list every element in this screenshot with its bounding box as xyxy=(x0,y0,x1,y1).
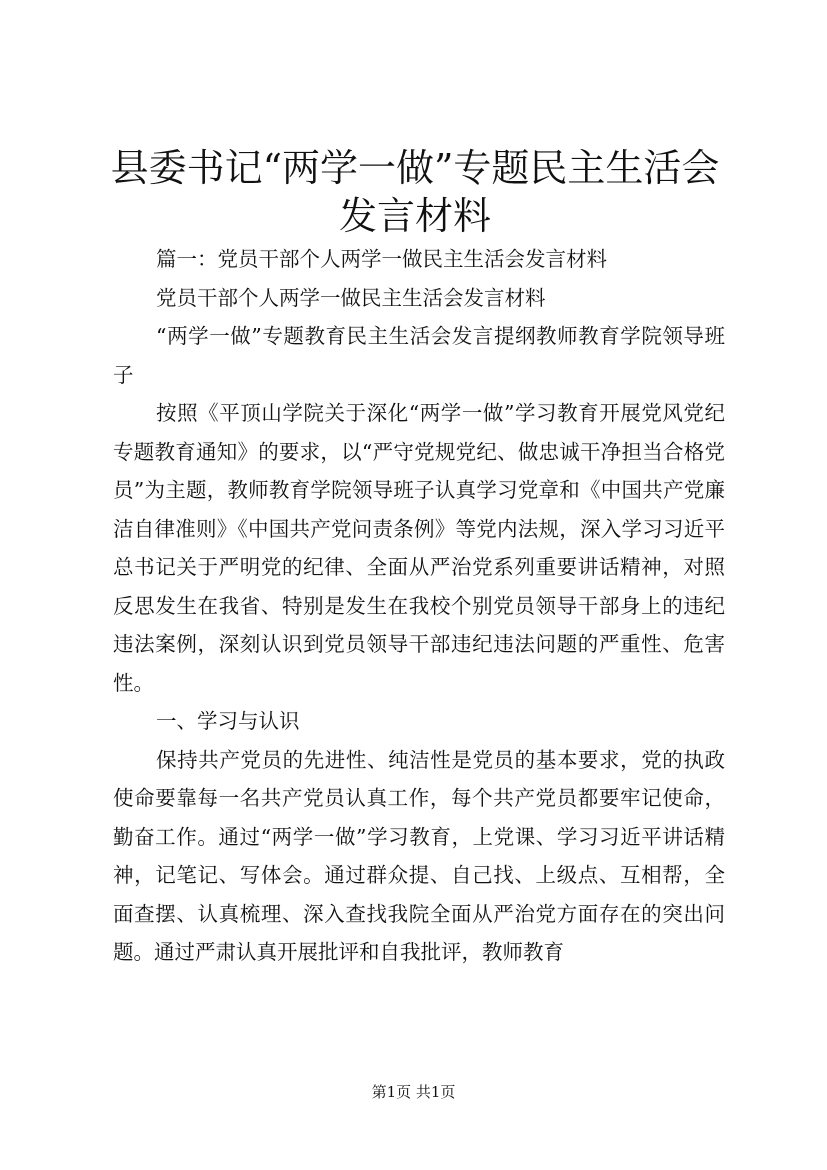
page-footer: 第1页 共1页 xyxy=(371,1083,456,1101)
paragraph-study-content: 保持共产党员的先进性、纯洁性是党员的基本要求，党的执政使命要靠每一名共产党员认真工作，每个共产党员都要牢记使命，勤奋工作。通过“两学一做”学习教育，上党课、学习习近平讲话精神，记笔记、写体会。通过群众提、自己找、上级点、互相帮，全面查摆、认真梳理、深入查找我院全面从严治党方面存在的突出问题。通过严肃认真开展批评和自我批评，教师教育 xyxy=(113,747,725,964)
document-title: 县委书记“两学一做”专题民主生活会发言材料 xyxy=(110,146,720,238)
document-body xyxy=(113,240,725,972)
paragraph-section-heading: 篇一：党员干部个人两学一做民主生活会发言材料 xyxy=(156,247,608,271)
paragraph-intro: 按照《平顶山学院关于深化“两学一做”学习教育开展党风党纪专题教育通知》的要求，以“严守党规党纪、做忠诚干净担当合格党员”为主题，教师教育学院领导班子认真学习党章和《中国共产党廉洁自律准则》《中国共产党问责条例》等党内法规，深入学习习近平总书记关于严明党的纪律、全面从严治党系列重要讲话精神，对照反思发生在我省、特别是发生在我校个别党员领导干部身上的违纪违法案例，深刻认识到党员领导干部违纪违法问题的严重性、危害性。 xyxy=(113,401,725,695)
paragraph-subtitle: 党员干部个人两学一做民主生活会发言材料 xyxy=(156,285,546,310)
paragraph-heading-study: 一、学习与认识 xyxy=(156,709,300,733)
paragraph-outline-title: “两学一做”专题教育民主生活会发言提纲教师教育学院领导班子 xyxy=(113,324,725,387)
